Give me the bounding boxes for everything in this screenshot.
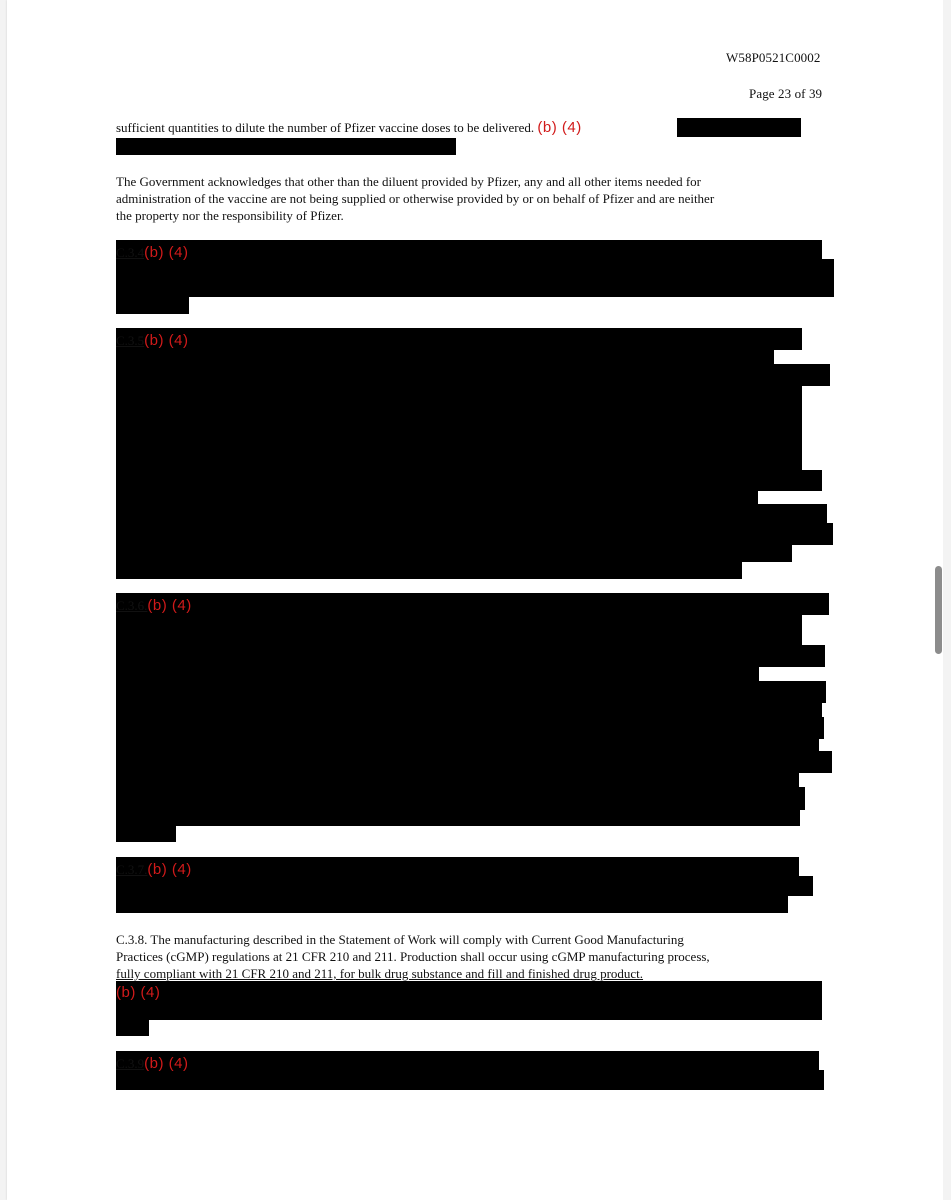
redaction-label: (b) (4) <box>537 119 582 136</box>
section-c35-label <box>116 332 189 349</box>
paragraph-diluent-line <box>116 119 582 137</box>
section-number: C.3.7. <box>116 862 148 877</box>
redaction-block <box>116 470 822 491</box>
redaction-block <box>116 666 759 682</box>
paragraph-government-line-3: the property nor the responsibility of Pfizer. <box>116 208 344 223</box>
contract-number: W58P0521C0002 <box>726 50 821 65</box>
redaction-block <box>677 118 801 137</box>
section-number: C.3.6. <box>116 598 148 613</box>
redaction-block <box>116 1070 824 1090</box>
redaction-block <box>116 787 805 810</box>
redaction-block <box>116 490 758 505</box>
redaction-block <box>116 681 826 703</box>
redaction-block <box>116 1051 819 1071</box>
redaction-block <box>116 240 822 260</box>
document-page <box>7 0 943 1200</box>
redaction-block <box>116 561 742 579</box>
redaction-block <box>116 857 799 877</box>
redaction-block <box>116 523 833 545</box>
redaction-block <box>116 825 176 842</box>
redaction-label: (b) (4) <box>144 332 189 349</box>
section-number: C.3.9 <box>116 1056 145 1071</box>
scrollbar-thumb[interactable] <box>935 566 942 654</box>
redaction-label: (b) (4) <box>144 1055 189 1072</box>
redaction-block <box>116 614 802 646</box>
redaction-block <box>116 593 829 615</box>
redaction-block <box>116 259 834 297</box>
redaction-block <box>116 349 774 365</box>
redaction-block <box>116 296 189 314</box>
scrollbar-track[interactable] <box>943 0 951 1200</box>
redaction-block <box>116 138 456 155</box>
paragraph-government-line-1: The Government acknowledges that other than the diluent provided by Pfizer, any and all other items needed for <box>116 174 702 189</box>
redaction-label: (b) (4) <box>147 861 192 878</box>
redaction-block <box>116 1019 149 1036</box>
paragraph-government-line-2: administration of the vaccine are not being supplied or otherwise provided by or on behalf of Pfizer and are neither <box>116 191 715 206</box>
paragraph-c38-line-1: C.3.8. The manufacturing described in the Statement of Work will comply with Current Good Manufacturing <box>116 932 684 947</box>
paragraph-diluent-text: sufficient quantities to dilute the number of Pfizer vaccine doses to be delivered. <box>116 120 535 135</box>
paragraph-c38-line-2: Practices (cGMP) regulations at 21 CFR 210 and 211. Production shall occur using cGMP manufacturing process, <box>116 949 710 964</box>
redaction-block <box>116 981 822 1020</box>
redaction-block <box>116 738 819 752</box>
section-c37-label <box>116 861 192 878</box>
redaction-block <box>116 504 827 524</box>
section-number: C.3.4 <box>116 245 145 260</box>
redaction-block <box>116 717 824 739</box>
redaction-block <box>116 328 802 350</box>
redaction-label-row <box>116 984 160 1001</box>
section-c39-label <box>116 1055 189 1072</box>
section-c34-label <box>116 244 189 261</box>
redaction-block <box>116 809 800 826</box>
redaction-block <box>116 645 825 667</box>
redaction-block <box>116 772 799 788</box>
redaction-label: (b) (4) <box>144 244 189 261</box>
redaction-block <box>116 544 792 562</box>
redaction-block <box>116 702 822 718</box>
redaction-label: (b) (4) <box>116 984 161 1001</box>
redaction-label: (b) (4) <box>147 597 192 614</box>
redaction-block <box>116 876 813 896</box>
redaction-block <box>116 751 832 773</box>
section-c36-label <box>116 597 192 614</box>
section-number: C.3.5 <box>116 333 145 348</box>
page-number: Page 23 of 39 <box>749 86 823 101</box>
redaction-block <box>116 364 830 386</box>
paragraph-c38-line-3: fully compliant with 21 CFR 210 and 211, for bulk drug substance and fill and finished drug product. <box>116 966 644 981</box>
redaction-block <box>116 895 788 913</box>
